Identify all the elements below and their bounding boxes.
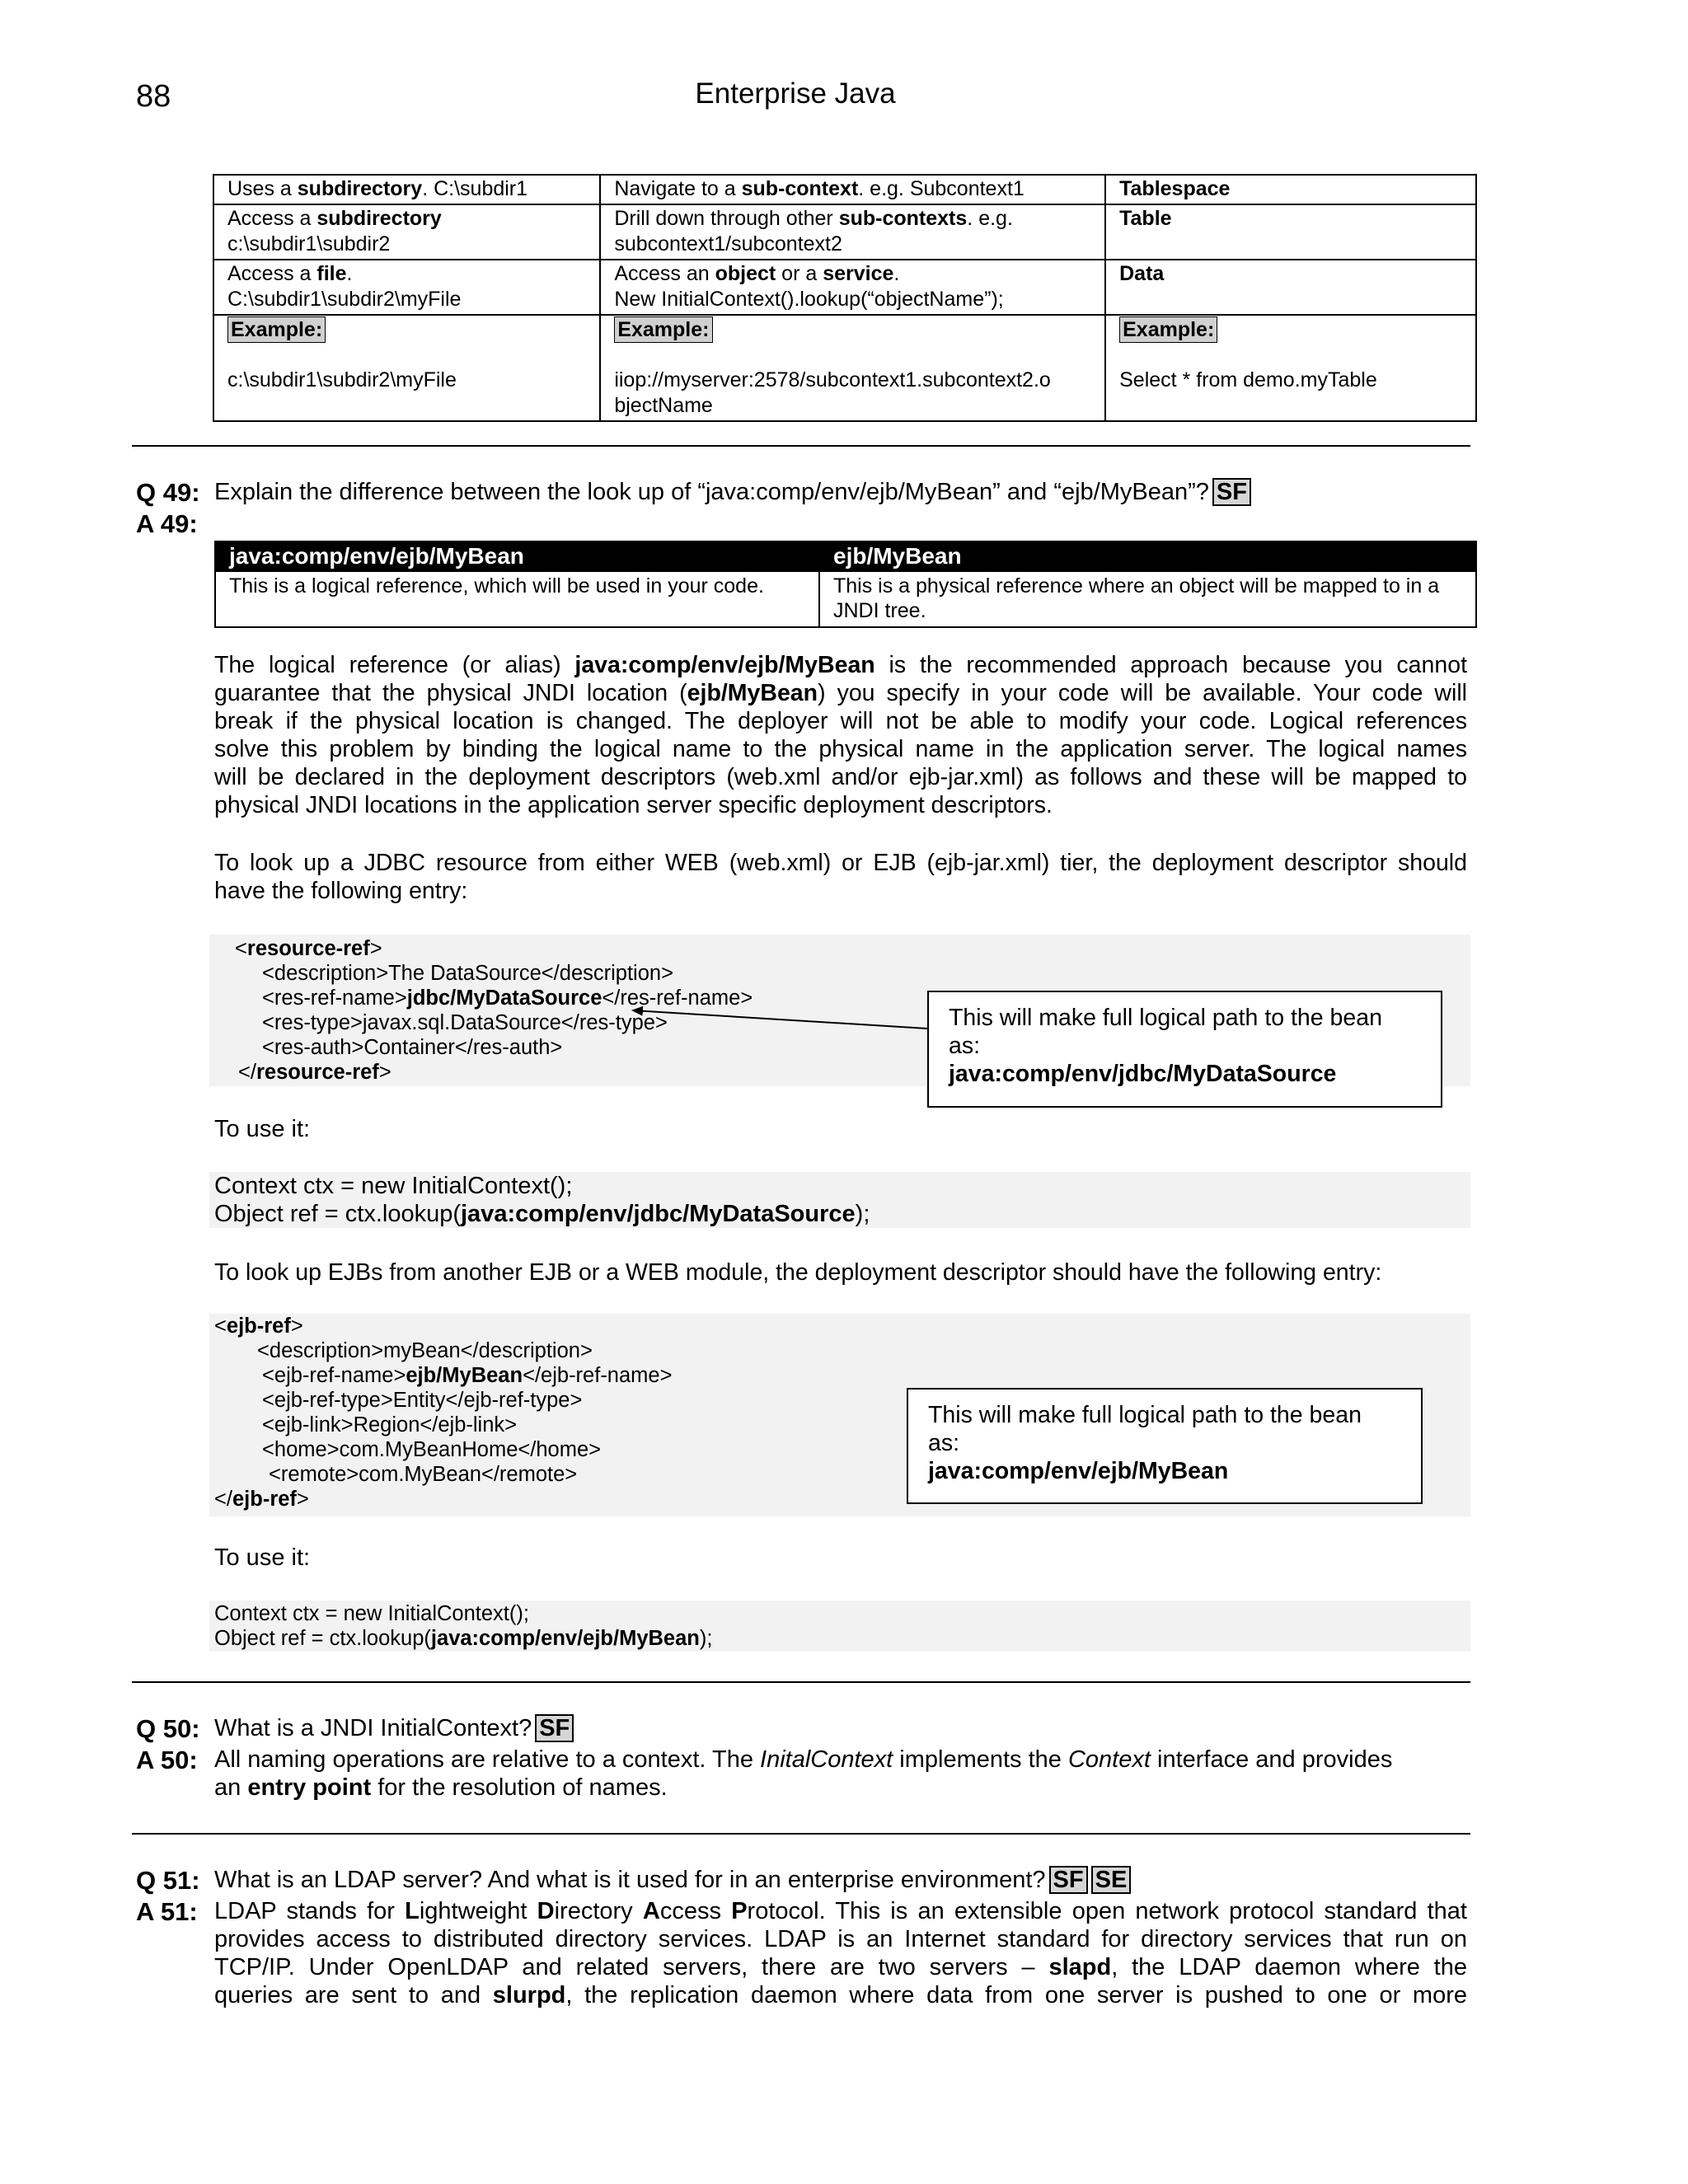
code-line: Context ctx = new InitialContext(); [214,1602,529,1625]
code-line: <res-type>javax.sql.DataSource</res-type> [262,1011,668,1034]
answer-text: LDAP stands for Lightweight Directory Access Protocol. This is an extensible open network protocol standard that provides access to distributed directory services. LDAP is an Internet standard for directory services that run on TCP/IP. Under OpenLDAP and related servers, there are two servers – slapd, the LDAP daemon where the queries are sent to and slurpd, the replication daemon where data from one server is pushed to one or more [214,1898,1467,2008]
running-header: Enterprise Java [695,77,896,110]
code-line: <res-auth>Container</res-auth> [262,1036,563,1059]
sf-badge: SF [535,1714,574,1742]
question-text: What is a JNDI InitialContext? SF [214,1714,574,1742]
code-line: <ejb-ref-name>ejb/MyBean</ejb-ref-name> [262,1364,673,1387]
table-cell: Example: c:\subdir1\subdir2\myFile [213,315,600,421]
answer-text: All naming operations are relative to a context. The InitalContext implements the Context interface and provides an entry point for the resolution of names. [214,1746,1393,1801]
table-cell: Tablespace [1105,175,1476,204]
answer-label: A 49: [136,509,198,538]
table-cell: Access an object or a service. New InitialContext().lookup(“objectName”); [600,260,1105,315]
callout-box: This will make full logical path to the bean as: java:comp/env/ejb/MyBean [907,1388,1423,1504]
answer-label: A 50: [136,1746,198,1774]
table-cell: Example: iiop://myserver:2578/subcontext1.subcontext2.o bjectName [600,315,1105,421]
table-cell: Data [1105,260,1476,315]
code-line: <description>myBean</description> [257,1339,593,1362]
code-line: Context ctx = new InitialContext(); [214,1173,573,1199]
answer-label: A 51: [136,1897,198,1926]
code-line: </ejb-ref> [214,1488,309,1511]
table-header: java:comp/env/ejb/MyBean [215,541,819,571]
code-line: <description>The DataSource</description> [262,962,673,985]
table-header: ejb/MyBean [819,541,1476,571]
code-line: <res-ref-name>jdbc/MyDataSource</res-ref-name> [262,987,753,1010]
sf-badge: SF [1049,1866,1088,1894]
use-it-label: To use it: [214,1544,311,1571]
table-cell: This is a logical reference, which will be used in your code. [215,571,819,627]
code-line: <ejb-ref-type>Entity</ejb-ref-type> [262,1389,583,1412]
code-line: <ejb-link>Region</ejb-link> [262,1413,518,1436]
table-cell: Access a file. C:\subdir1\subdir2\myFile [213,260,600,315]
section-divider [132,1833,1470,1835]
code-line: <remote>com.MyBean</remote> [269,1463,578,1486]
paragraph: The logical reference (or alias) java:comp/env/ejb/MyBean is the recommended approach because you cannot guarantee that the physical JNDI location (ejb/MyBean) you specify in your code will be available. Your code will break if the physical location is changed. The deployer will not be able to modify your code. Logical references solve this problem by binding the logical name to the physical name in the application server. The logical names will be declared in the deployment descriptors (web.xml and/or ejb-jar.xml) as follows and these will be mapped to physical JNDI locations in the application server specific deployment descriptors. [214,652,1468,818]
example-label: Example: [1119,316,1217,343]
sf-badge: SF [1212,478,1251,506]
page-number: 88 [136,79,171,114]
example-label: Example: [614,316,712,343]
code-line: Object ref = ctx.lookup(java:comp/env/ejb/MyBean); [214,1627,713,1650]
code-line: Object ref = ctx.lookup(java:comp/env/jdbc/MyDataSource); [214,1201,870,1227]
code-line: <ejb-ref> [214,1315,303,1338]
table-cell: Uses a subdirectory. C:\subdir1 [213,175,600,204]
question-label: Q 49: [136,478,200,507]
code-line: <resource-ref> [235,937,382,960]
table-cell: Example: Select * from demo.myTable [1105,315,1476,421]
table-cell: Table [1105,204,1476,260]
question-label: Q 50: [136,1714,200,1743]
se-badge: SE [1091,1866,1132,1894]
paragraph: To look up a JDBC resource from either WEB (web.xml) or EJB (ejb-jar.xml) tier, the deployment descriptor should have the following entry: [214,850,1467,904]
table-cell: Drill down through other sub-contexts. e.g. subcontext1/subcontext2 [600,204,1105,260]
table-cell: Navigate to a sub-context. e.g. Subcontext1 [600,175,1105,204]
callout-box: This will make full logical path to the bean as: java:comp/env/jdbc/MyDataSource [927,991,1442,1108]
question-label: Q 51: [136,1866,200,1895]
paragraph: To look up EJBs from another EJB or a WEB module, the deployment descriptor should have the following entry: [214,1259,1382,1286]
table-cell: This is a physical reference where an object will be mapped to in a JNDI tree. [819,571,1476,627]
example-label: Example: [227,316,326,343]
section-divider [132,1681,1470,1683]
table-cell: Access a subdirectory c:\subdir1\subdir2 [213,204,600,260]
question-text: Explain the difference between the look up of “java:comp/env/ejb/MyBean” and “ejb/MyBean”? SF [214,478,1251,506]
code-line: <home>com.MyBeanHome</home> [262,1438,602,1461]
code-line: </resource-ref> [238,1061,392,1084]
use-it-label: To use it: [214,1116,311,1142]
question-text: What is an LDAP server? And what is it used for in an enterprise environment? SF SE [214,1866,1131,1894]
